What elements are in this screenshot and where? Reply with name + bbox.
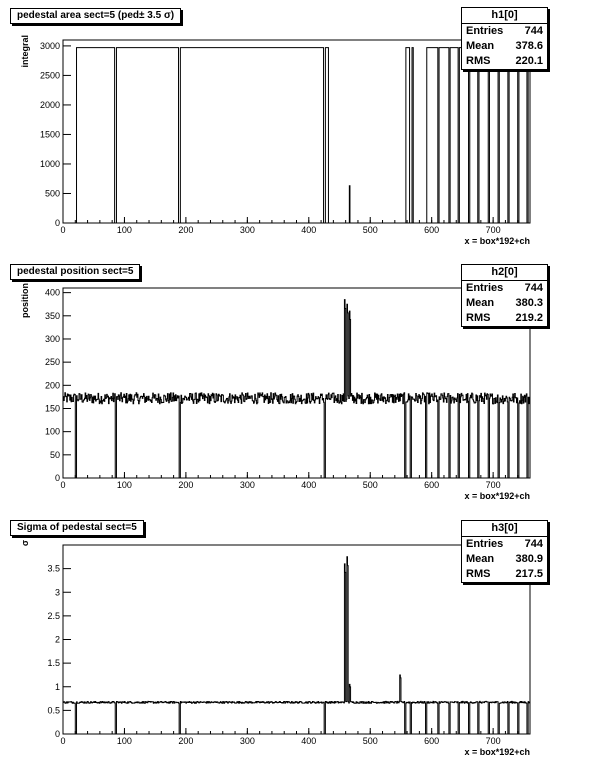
y-tick-label: 400 xyxy=(44,287,60,298)
y-tick-label: 1 xyxy=(54,681,60,692)
stats-label: RMS xyxy=(466,55,491,67)
plot-frame xyxy=(63,40,530,223)
y-tick-label: 2 xyxy=(54,634,60,645)
x-tick-label: 100 xyxy=(116,225,132,235)
stats-box xyxy=(461,520,548,583)
stats-label: Mean xyxy=(466,297,495,309)
x-tick-label: 700 xyxy=(485,225,501,235)
x-tick-label: 600 xyxy=(424,736,440,746)
x-tick-label: 400 xyxy=(301,225,317,235)
x-tick-label: 300 xyxy=(239,225,255,235)
panel-title: pedestal position sect=5 xyxy=(10,264,140,280)
y-axis-label: integral xyxy=(20,35,30,68)
stats-row-mean xyxy=(462,39,547,54)
x-tick-label: 0 xyxy=(60,480,66,490)
stats-label: RMS xyxy=(466,312,491,324)
stats-label: Mean xyxy=(466,553,495,565)
stats-label: Entries xyxy=(466,282,504,294)
y-tick-label: 2500 xyxy=(39,70,60,81)
stats-value: 380.3 xyxy=(515,297,543,309)
y-tick-label: 1.5 xyxy=(47,658,60,669)
stats-label: Mean xyxy=(466,40,495,52)
histogram-line xyxy=(63,48,530,223)
stats-label: Entries xyxy=(466,25,504,37)
y-tick-label: 0 xyxy=(54,473,60,483)
y-tick-label: 500 xyxy=(44,188,60,199)
y-axis-label: position xyxy=(20,283,30,318)
panel-title: pedestal area sect=5 (ped± 3.5 σ) xyxy=(10,8,181,24)
y-tick-label: 0 xyxy=(54,218,60,228)
x-tick-label: 300 xyxy=(239,480,255,490)
y-tick-label: 250 xyxy=(44,357,60,368)
y-tick-label: 350 xyxy=(44,310,60,321)
x-axis-label: x = box*192+ch xyxy=(464,491,530,501)
stats-value: 744 xyxy=(524,538,543,550)
y-axis-label: σ xyxy=(20,540,30,547)
x-axis-label: x = box*192+ch xyxy=(464,236,530,246)
y-tick-label: 300 xyxy=(44,333,60,344)
y-tick-label: 2000 xyxy=(39,99,60,110)
panel-title: Sigma of pedestal sect=5 xyxy=(10,520,144,536)
stats-row-entries xyxy=(462,281,547,296)
stats-value: 378.6 xyxy=(515,40,543,52)
stats-box xyxy=(461,7,548,70)
plot-frame xyxy=(63,545,530,734)
x-tick-label: 0 xyxy=(60,736,66,746)
stats-row-mean xyxy=(462,552,547,567)
x-tick-label: 500 xyxy=(362,480,378,490)
y-tick-label: 0.5 xyxy=(47,705,60,716)
y-tick-label: 100 xyxy=(44,426,60,437)
x-tick-label: 400 xyxy=(301,736,317,746)
x-tick-label: 500 xyxy=(362,736,378,746)
y-tick-label: 150 xyxy=(44,403,60,414)
stats-value: 217.5 xyxy=(515,568,543,580)
y-tick-label: 1500 xyxy=(39,129,60,140)
x-axis-label: x = box*192+ch xyxy=(464,747,530,757)
stats-histogram-name: h3[0] xyxy=(462,521,547,537)
stats-box xyxy=(461,264,548,327)
y-tick-label: 3 xyxy=(54,587,60,598)
x-tick-label: 600 xyxy=(424,225,440,235)
histogram-panel-3 xyxy=(20,540,530,757)
stats-value: 219.2 xyxy=(515,312,543,324)
stats-value: 744 xyxy=(524,282,543,294)
stats-row-rms xyxy=(462,567,547,582)
x-tick-label: 500 xyxy=(362,225,378,235)
x-tick-label: 200 xyxy=(178,225,194,235)
x-tick-label: 600 xyxy=(424,480,440,490)
y-tick-label: 2.5 xyxy=(47,610,60,621)
stats-row-entries xyxy=(462,537,547,552)
stats-label: RMS xyxy=(466,568,491,580)
plot-frame xyxy=(63,288,530,478)
x-tick-label: 100 xyxy=(116,480,132,490)
stats-row-entries xyxy=(462,24,547,39)
x-tick-label: 400 xyxy=(301,480,317,490)
x-tick-label: 200 xyxy=(178,480,194,490)
y-tick-label: 3000 xyxy=(39,40,60,51)
histogram-line xyxy=(63,557,530,734)
x-tick-label: 0 xyxy=(60,225,66,235)
stats-value: 380.9 xyxy=(515,553,543,565)
y-tick-label: 3.5 xyxy=(47,563,60,574)
stats-histogram-name: h1[0] xyxy=(462,8,547,24)
x-tick-label: 200 xyxy=(178,736,194,746)
y-tick-label: 200 xyxy=(44,380,60,391)
y-tick-label: 0 xyxy=(54,729,60,739)
stats-label: Entries xyxy=(466,538,504,550)
stats-row-mean xyxy=(462,296,547,311)
stats-row-rms xyxy=(462,54,547,69)
stats-row-rms xyxy=(462,311,547,326)
x-tick-label: 700 xyxy=(485,736,501,746)
stats-value: 744 xyxy=(524,25,543,37)
y-tick-label: 1000 xyxy=(39,158,60,169)
x-tick-label: 300 xyxy=(239,736,255,746)
y-tick-label: 50 xyxy=(49,449,60,460)
histogram-panel-2 xyxy=(20,283,530,501)
stats-value: 220.1 xyxy=(515,55,543,67)
histogram-panel-1 xyxy=(20,35,530,246)
x-tick-label: 700 xyxy=(485,480,501,490)
x-tick-label: 100 xyxy=(116,736,132,746)
histogram-line xyxy=(63,300,530,478)
stats-histogram-name: h2[0] xyxy=(462,265,547,281)
